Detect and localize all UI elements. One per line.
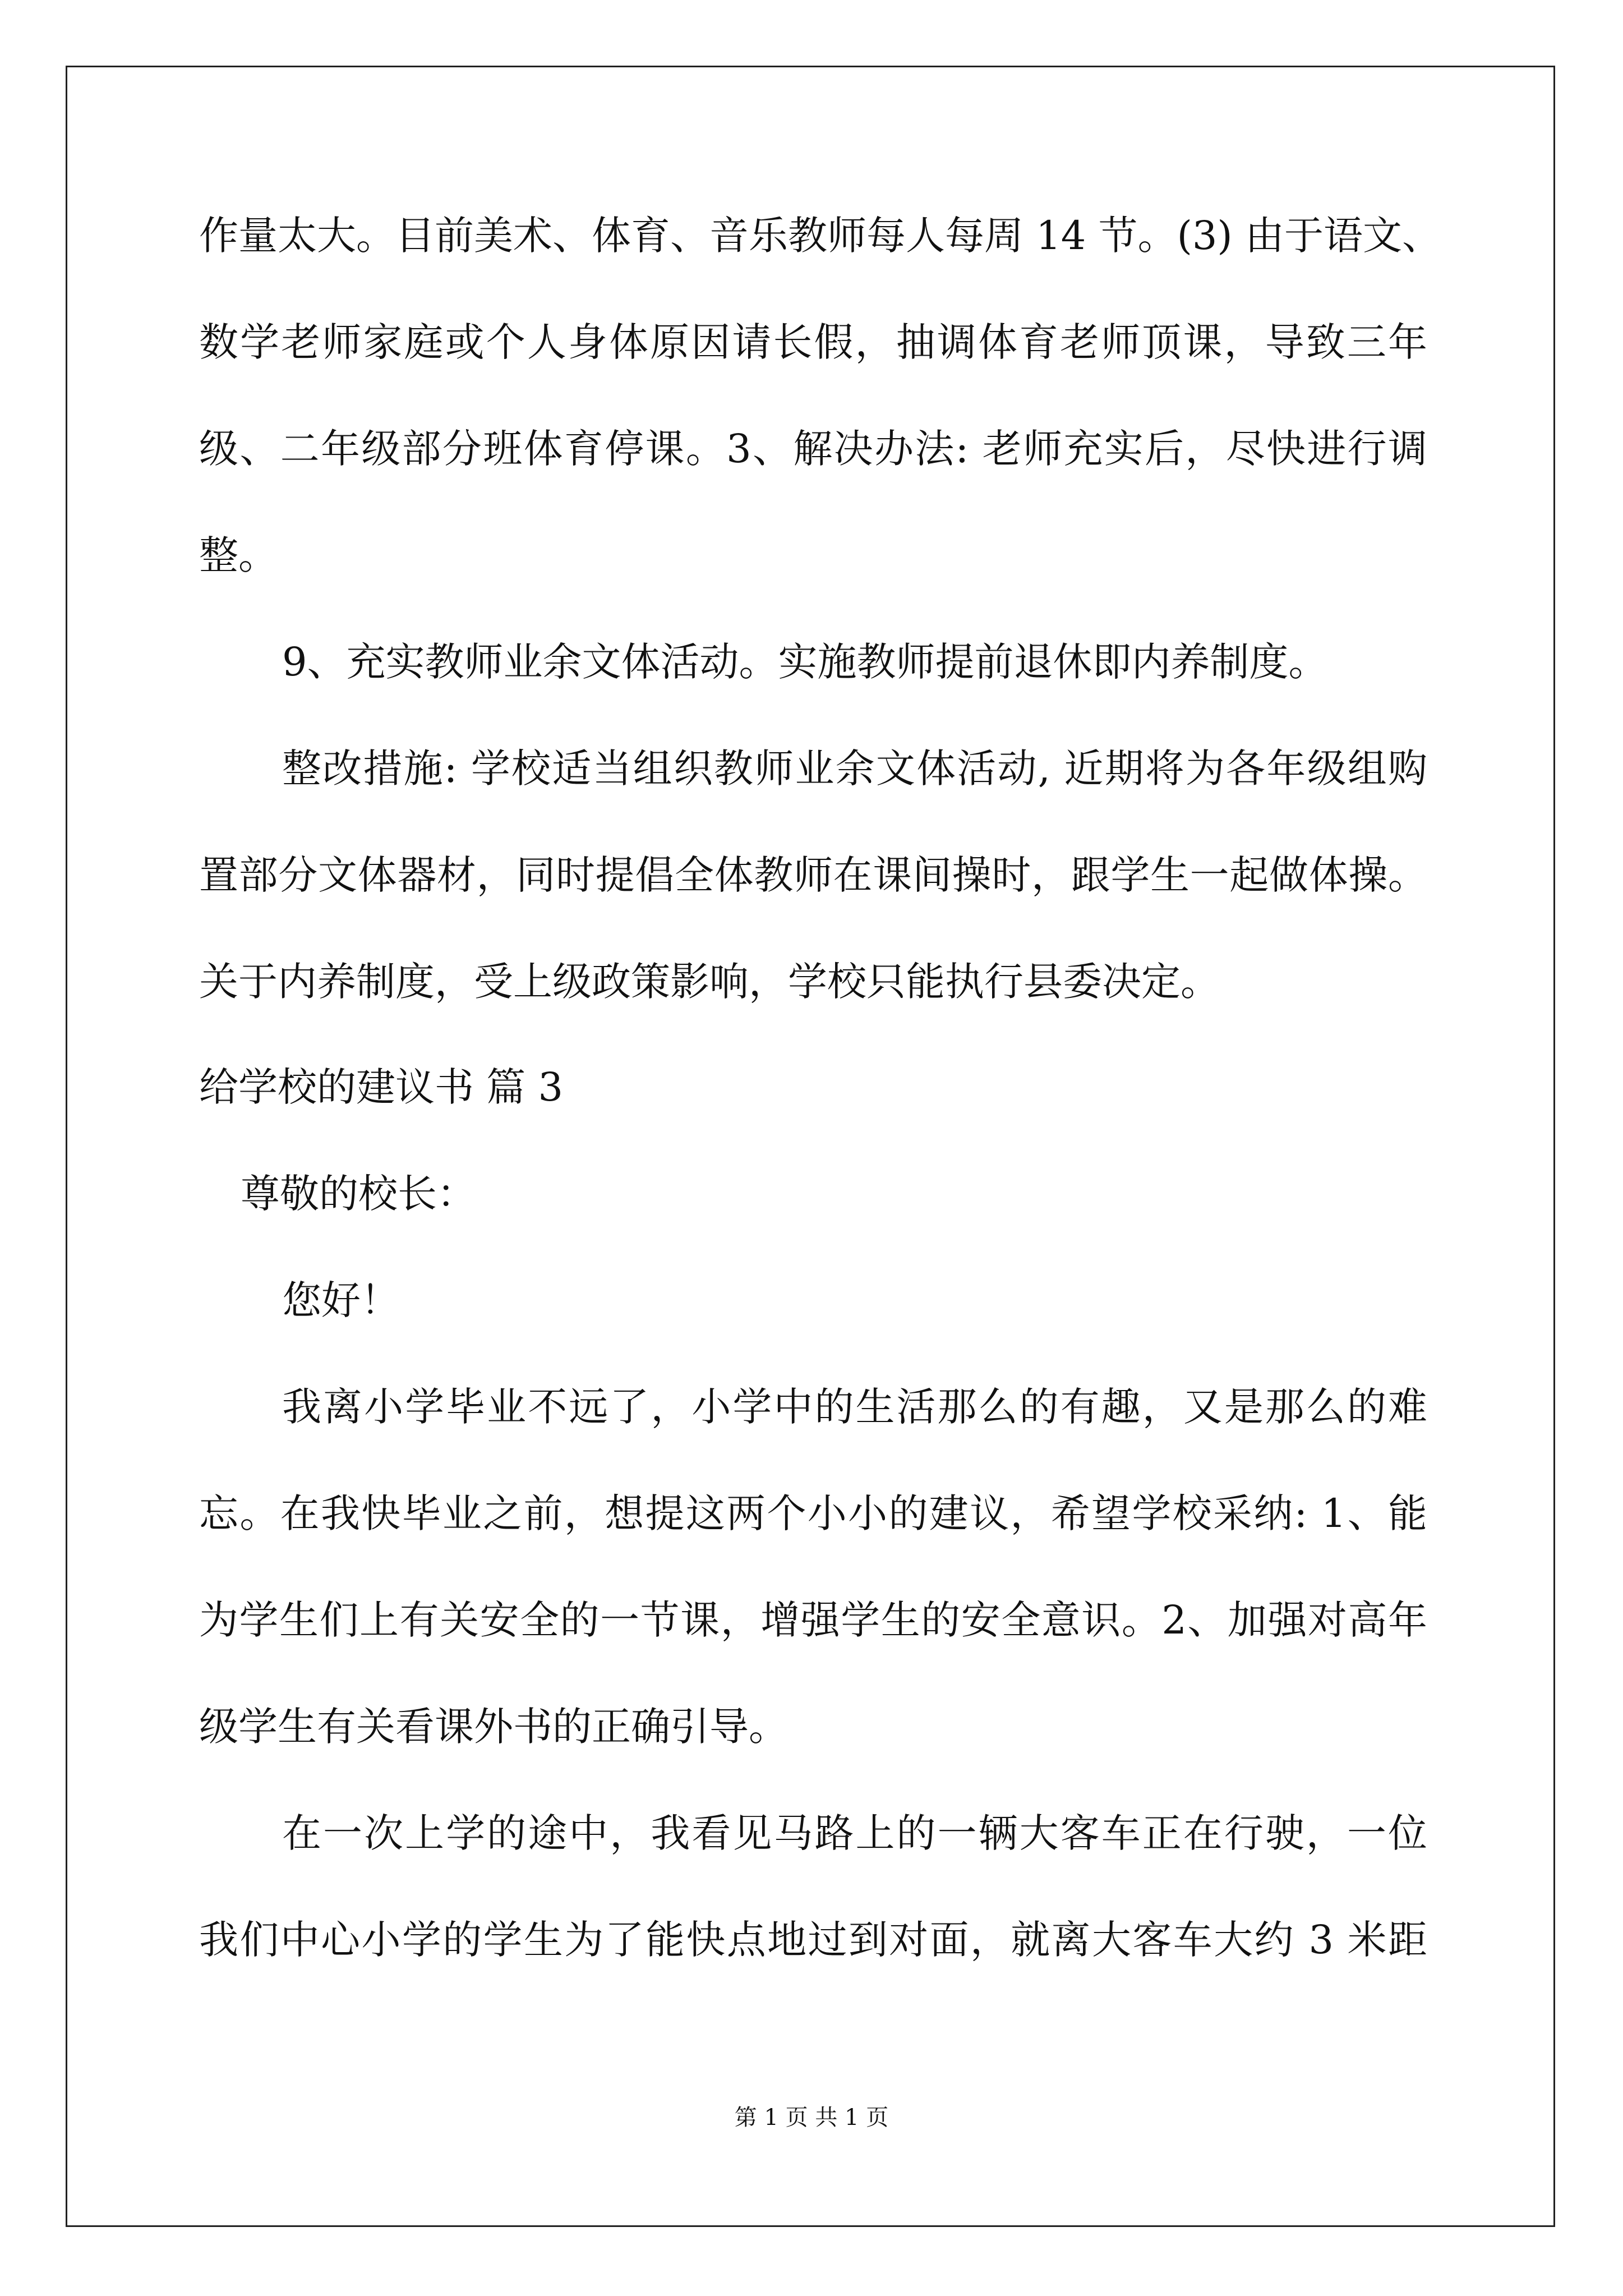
text-line-14: 为学生们上有关安全的一节课，增强学生的安全意识。2、加强对高年 xyxy=(199,1597,1427,1643)
salutation: 尊敬的校长： xyxy=(241,1171,476,1217)
page-border xyxy=(66,66,1555,2227)
section-heading: 给学校的建议书 篇 3 xyxy=(199,1064,564,1110)
text-line-12: 我离小学毕业不远了，小学中的生活那么的有趣，又是那么的难 xyxy=(282,1384,1427,1430)
greeting: 您好！ xyxy=(282,1277,400,1323)
text-line-16: 在一次上学的途中，我看见马路上的一辆大客车正在行驶，一位 xyxy=(282,1810,1427,1856)
text-line-2: 数学老师家庭或个人身体原因请长假，抽调体育老师顶课，导致三年 xyxy=(199,319,1427,365)
page-footer: 第 1 页 共 1 页 xyxy=(734,2105,889,2131)
text-line-1: 作量太大。目前美术、体育、音乐教师每人每周 14 节。(3) 由于语文、 xyxy=(199,213,1441,259)
text-line-8: 关于内养制度，受上级政策影响，学校只能执行县委决定。 xyxy=(199,959,1220,1005)
text-line-7: 置部分文体器材，同时提倡全体教师在课间操时，跟学生一起做体操。 xyxy=(199,852,1427,898)
text-line-4: 整。 xyxy=(199,532,278,578)
text-line-13: 忘。在我快毕业之前，想提这两个小小的建议，希望学校采纳: 1、能 xyxy=(199,1490,1427,1536)
text-line-5: 9、充实教师业余文体活动。实施教师提前退休即内养制度。 xyxy=(282,639,1328,685)
text-line-15: 级学生有关看课外书的正确引导。 xyxy=(199,1704,788,1750)
text-line-17: 我们中心小学的学生为了能快点地过到对面，就离大客车大约 3 米距 xyxy=(199,1917,1427,1963)
text-line-6: 整改措施: 学校适当组织教师业余文体活动, 近期将为各年级组购 xyxy=(282,746,1427,792)
text-line-3: 级、二年级部分班体育停课。3、解决办法: 老师充实后，尽快进行调 xyxy=(199,426,1427,472)
